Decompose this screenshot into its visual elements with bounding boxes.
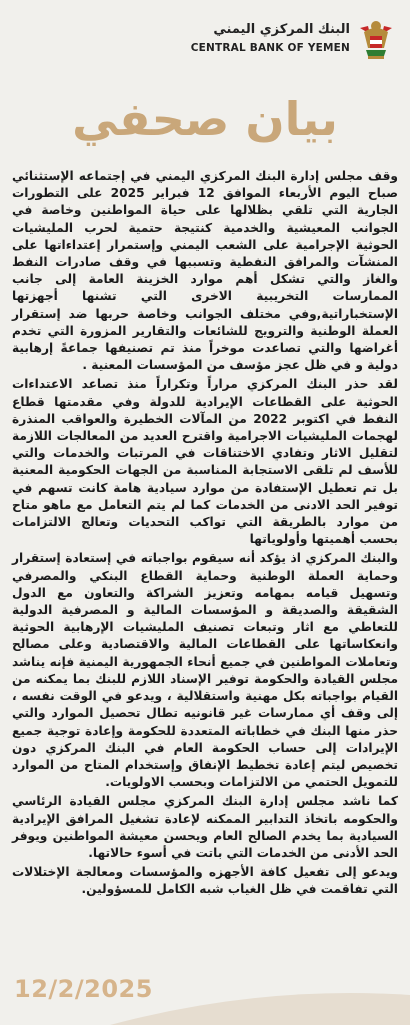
bank-logo bbox=[190, 18, 396, 70]
footer-decoration bbox=[110, 965, 410, 1025]
bank-name-english: CENTRAL BANK OF YEMEN bbox=[190, 42, 350, 54]
paragraph-1: وقف مجلس إدارة البنك المركزي اليمني في إجتماعه الإستثنائي صباح اليوم الأربعاء الموافق 12 فبراير 2025 على التطورات الجارية التي تلقي بظلالها على حياة المواطنين وخاصة في الجوانب المعيشية والخدمية كنتيجة حتمية لحرب المليشيات الحوثية الإجرامية على الشعب اليمني وإستمرار إعتداءاتها على المنشآت والمرافق النفطية وتسببها في وقف صادرات النفط والغاز والتي تشكل أهم موارد الخزينة العامة إلى جانب الممارسات التخريبية الاخرى التي تشنها أجهزتها الإستخباراتية,وفي مختلف الجوانب وخاصة حربها ضد إستقرار العملة الوطنية والترويج للشائعات والتقارير المزورة التي تخدم أغراضها والتي تصاعدت موخراً منذ تم تصنيفها جماعةً إرهابية دولية و في ظل عجز مؤسف من المؤسسات المعنية . bbox=[12, 169, 398, 373]
paragraph-3: والبنك المركزي اذ يؤكد أنه سيقوم بواجباته في إستعادة إستقرار وحماية العملة الوطنية وحماية القطاع البنكي والمصرفي وتسهيل قيامه بمهامه وتعزيز الشراكة والتعاون مع الدول الشقيقة والصديقة و المؤسسات المالية و المصرفية الدولية للتعاطي مع اثار وتبعات تصنيف المليشيات الإرهابية الحوثية وانعكاساتها على القطاعات المالية والاقتصادية وعلى مصالح وتعاملات المواطنين في جميع أنحاء الجمهورية اليمنية فإنه يناشد مجلس القيادة والحكومة توفير الإسناد اللازم للبنك بما يمكنه من القيام بواجباته بكل مهنية واستقلالية ، ويدعو في الوقت نفسه ، إلى وقف أي ممارسات غير قانونيه تطال تحصيل الموارد والتي حذر منها البنك في خطاباته المتعددة للحكومة وإعادة توجية جميع الإيرادات إلى حساب الحكومة العام في البنك المركزي دون تخصيص ليتم إعادة تخطيط الإنفاق وإستخدام المتاح من الموارد للتمويل الحتمي من الالتزامات وبحسب الاولويات. bbox=[12, 551, 398, 790]
statement-body bbox=[12, 168, 398, 901]
header bbox=[0, 14, 410, 70]
release-date: 12/2/2025 bbox=[14, 975, 153, 1003]
yemen-eagle-emblem-icon bbox=[356, 18, 396, 62]
page-title: بيان صحفي bbox=[72, 92, 338, 146]
paragraph-5: ويدعو إلى تفعيل كافة الأجهزه والمؤسسات ومعالجة الإختلالات التي تفاقمت في ظل الغياب شبه الكامل للمسؤولين. bbox=[12, 865, 398, 897]
paragraph-4: كما ناشد مجلس إدارة البنك المركزي مجلس القيادة الرئاسي والحكومه باتخاذ التدابير الممكنه لإعادة تشغيل المرافق الإيرادية السيادية بما يخدم الصالح العام ويحسن معيشة المواطنين ويوفر الحد الأدنى من الخدمات التي باتت في أسوء حالاتها. bbox=[12, 794, 398, 860]
bank-name-arabic: البنك المركزي اليمني bbox=[213, 22, 350, 37]
paragraph-2: لقد حذر البنك المركزي مراراً وتكراراً منذ تصاعد الاعتداءات الحوثية على القطاعات الإيرادية للدولة وفي مقدمتها قطاع النفط في اكتوبر 2022 من المآلات الخطيرة والعواقب المنذرة لهجمات المليشيات الاجرامية واقترح العديد من المعالجات اللازمة لتقليل الاثار وتفادي الاختناقات في المرتبات والخدمات والتي للأسف لم تلقى الاستجابة المناسبة من الجهات الحكومية المعنية بل تم تعطيل الإستفادة من موارد سيادية هامة كانت تسهم في توفير الحد الادنى من الخدمات كما لم يتم التعامل مع ماهو متاح من موارد بالطريقة التي تواكب التحديات وتعالج الالتزامات بحسب أهميتها وأولوياتها bbox=[12, 377, 398, 547]
